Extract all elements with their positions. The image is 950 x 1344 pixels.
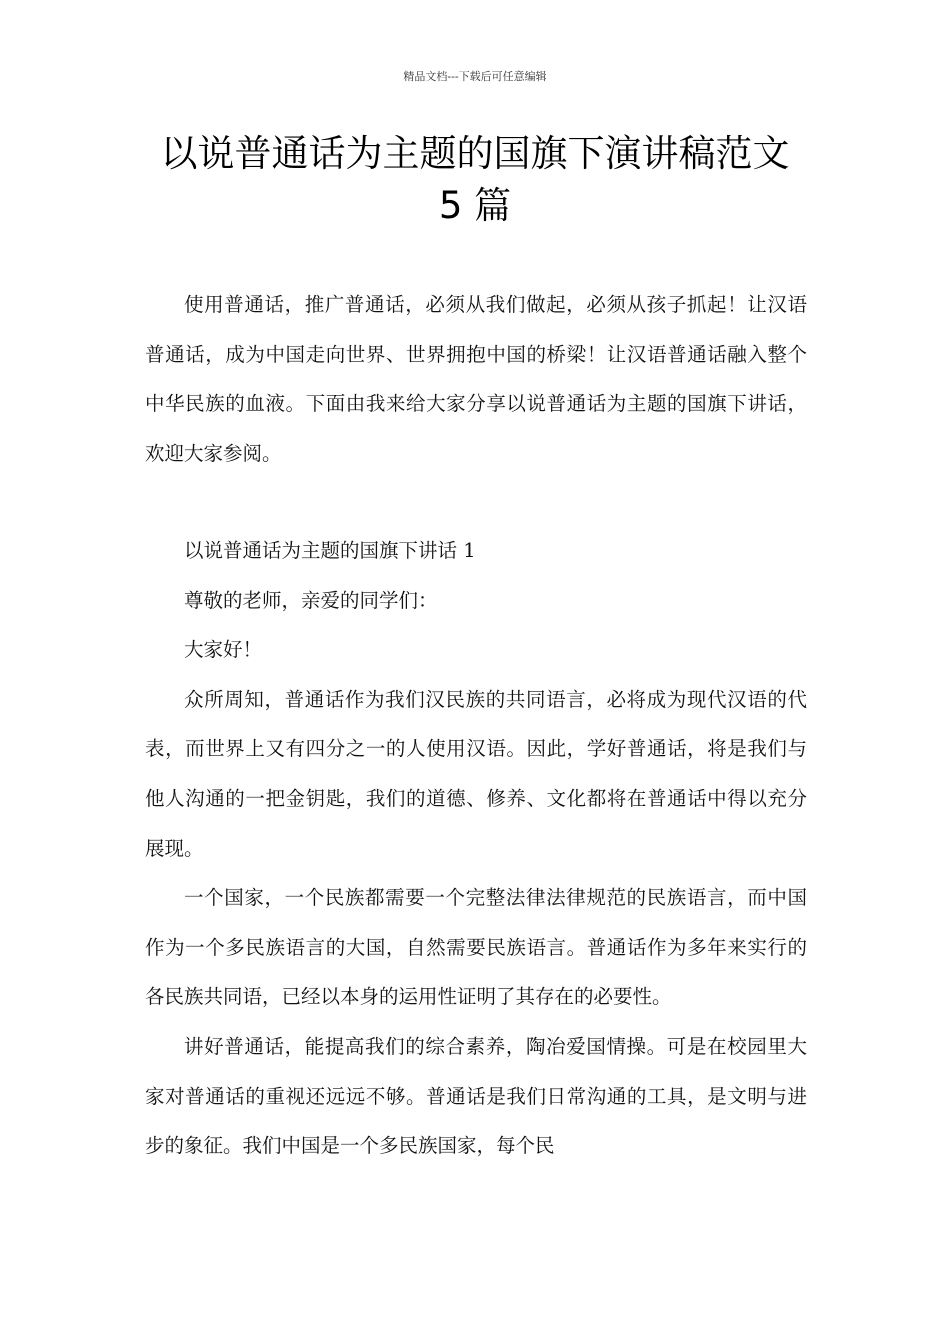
- body-paragraph: 众所周知，普通话作为我们汉民族的共同语言，必将成为现代汉语的代表，而世界上又有四分之一的人使用汉语。因此，学好普通话，将是我们与他人沟通的一把金钥匙，我们的道德、修养、文化都将在普通话中得以充分展现。: [145, 687, 807, 860]
- header-note: 精品文档---下载后可任意编辑: [403, 70, 547, 83]
- speech-1-section: [145, 526, 807, 1171]
- title-line-1: 以说普通话为主题的国旗下演讲稿范文: [160, 132, 790, 175]
- intro-section: [145, 280, 807, 478]
- body-paragraph: 讲好普通话，能提高我们的综合素养，陶冶爱国情操。可是在校园里大家对普通话的重视还远远不够。普通话是我们日常沟通的工具，是文明与进步的象征。我们中国是一个多民族国家，每个民: [145, 1034, 807, 1158]
- speech-heading: 以说普通话为主题的国旗下讲话 1: [184, 539, 476, 562]
- speech-salutation: 尊敬的老师，亲爱的同学们：: [184, 588, 438, 612]
- body-paragraph: 一个国家，一个民族都需要一个完整法律法律规范的民族语言，而中国作为一个多民族语言的大国，自然需要民族语言。普通话作为多年来实行的各民族共同语，已经以本身的运用性证明了其存在的必要性。: [145, 886, 807, 1009]
- speech-greeting: 大家好！: [184, 638, 263, 662]
- document-title: [100, 128, 850, 232]
- title-line-2: 5 篇: [438, 184, 512, 227]
- intro-paragraph: 使用普通话，推广普通话，必须从我们做起，必须从孩子抓起！让汉语普通话，成为中国走向世界、世界拥抱中国的桥梁！让汉语普通话融入整个中华民族的血液。下面由我来给大家分享以说普通话为主题的国旗下讲话，欢迎大家参阅。: [145, 293, 807, 465]
